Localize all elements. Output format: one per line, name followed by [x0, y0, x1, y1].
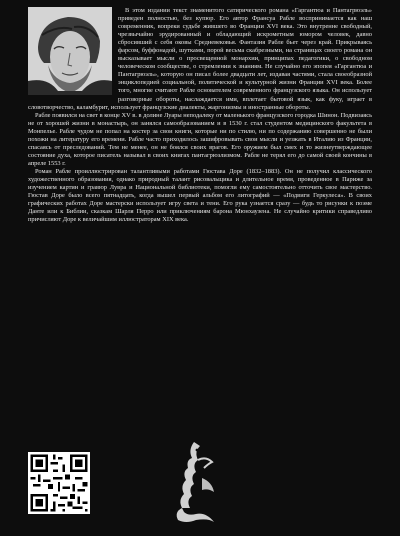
paragraph-about-novel: В этом издании текст знаменитого сатирического романа «Гаргантюа и Пантагрюэль» приведен полностью, без купюр. Его автор Франсуа Рабле воспринимается как наш современник, вопреки судьбе жившего во Франции XVI века. Это внутренне свободный, чрезвычайно эрудированный и обладающий искрометным юмором человек, давно сбросивший с себя оковы Средневековья. Фантазия Рабле бьет через край. Прикрываясь фарсом, буффонадой, шутками, порой весьма скабрезными, на страницах своего романа он высказывает мысли о просвещенной монархии, принципах педагогики, о свободном человеческом сообществе, о стремлении к знаниям. Не случайно его эпопея «Гаргантюа и Пантагрюэль», которую он писал более двадцати лет, издавая частями, стала своеобразной энциклопедией социальной, политической и культурной жизни Франции XVI века. Более того, многие считают Рабле основателем современного французского языка. Он использует разговорные обороты, наслаждается ими, вплетает бытовой язык, как фуку, играет в словотворчество, каламбурит, использует французские диалекты, жаргонизмы и иностранные обороты. [28, 7, 372, 111]
paragraph-about-rabelais: Рабле появился на свет в конце XV в. в долине Луары неподалеку от маленького французского городка Шинон. Подвизаясь не от хорошей жизни в монастырь, он занялся самообразованием и в 1530 г. стал студентом медицинского факультета в Монпелье. Рабле чудом не попал на костер за свои книги, которые ни по стилю, ни по содержанию совершенно не были похожи на литературу его времени. Рабле часто приходилось зашифровывать свои мысли и уезжать в Италию из Франции, спасаясь от преследований. Тем не менее, он не боялся своих врагов. Его оружием был смех и то жизнеутверждающее состояние духа, которое писатель называл в своих книгах пантагрюэлизмом. Рабле не терял его до самой своей кончины в апреле 1553 г. [28, 111, 372, 167]
portrait-engraving [28, 7, 112, 95]
rabelais-portrait [28, 7, 112, 95]
mythical-creature-emblem [168, 438, 224, 526]
qr-code-image [28, 452, 90, 514]
qr-code[interactable] [28, 452, 90, 514]
annotation-text [28, 7, 372, 224]
publisher-logo [168, 438, 224, 526]
paragraph-about-dore: Роман Рабле проиллюстрирован талантливыми работами Гюстава Доре (1832–1883). Он не получил классического художественного образования, однако природный талант рисовальщика и длительное время, проведенное в Париже за изучением картин и гравюр Лувра и Национальной библиотеки, помогли ему самостоятельно отточить свое мастерство. Гюстав Доре было всего пятнадцать, когда вышел первый альбом его литографий — «Подвиги Геркулеса». В своих графических работах Доре мастерски использует игру света и тени. Его рука узнается сразу — будь то рисунки к поэме Данте или к Библии, сказкам Шарля Перро или приключениям барона Мюнхаузена. Не случайно критики справедливо причисляют Доре к величайшим иллюстраторам XIX века. [28, 167, 372, 224]
